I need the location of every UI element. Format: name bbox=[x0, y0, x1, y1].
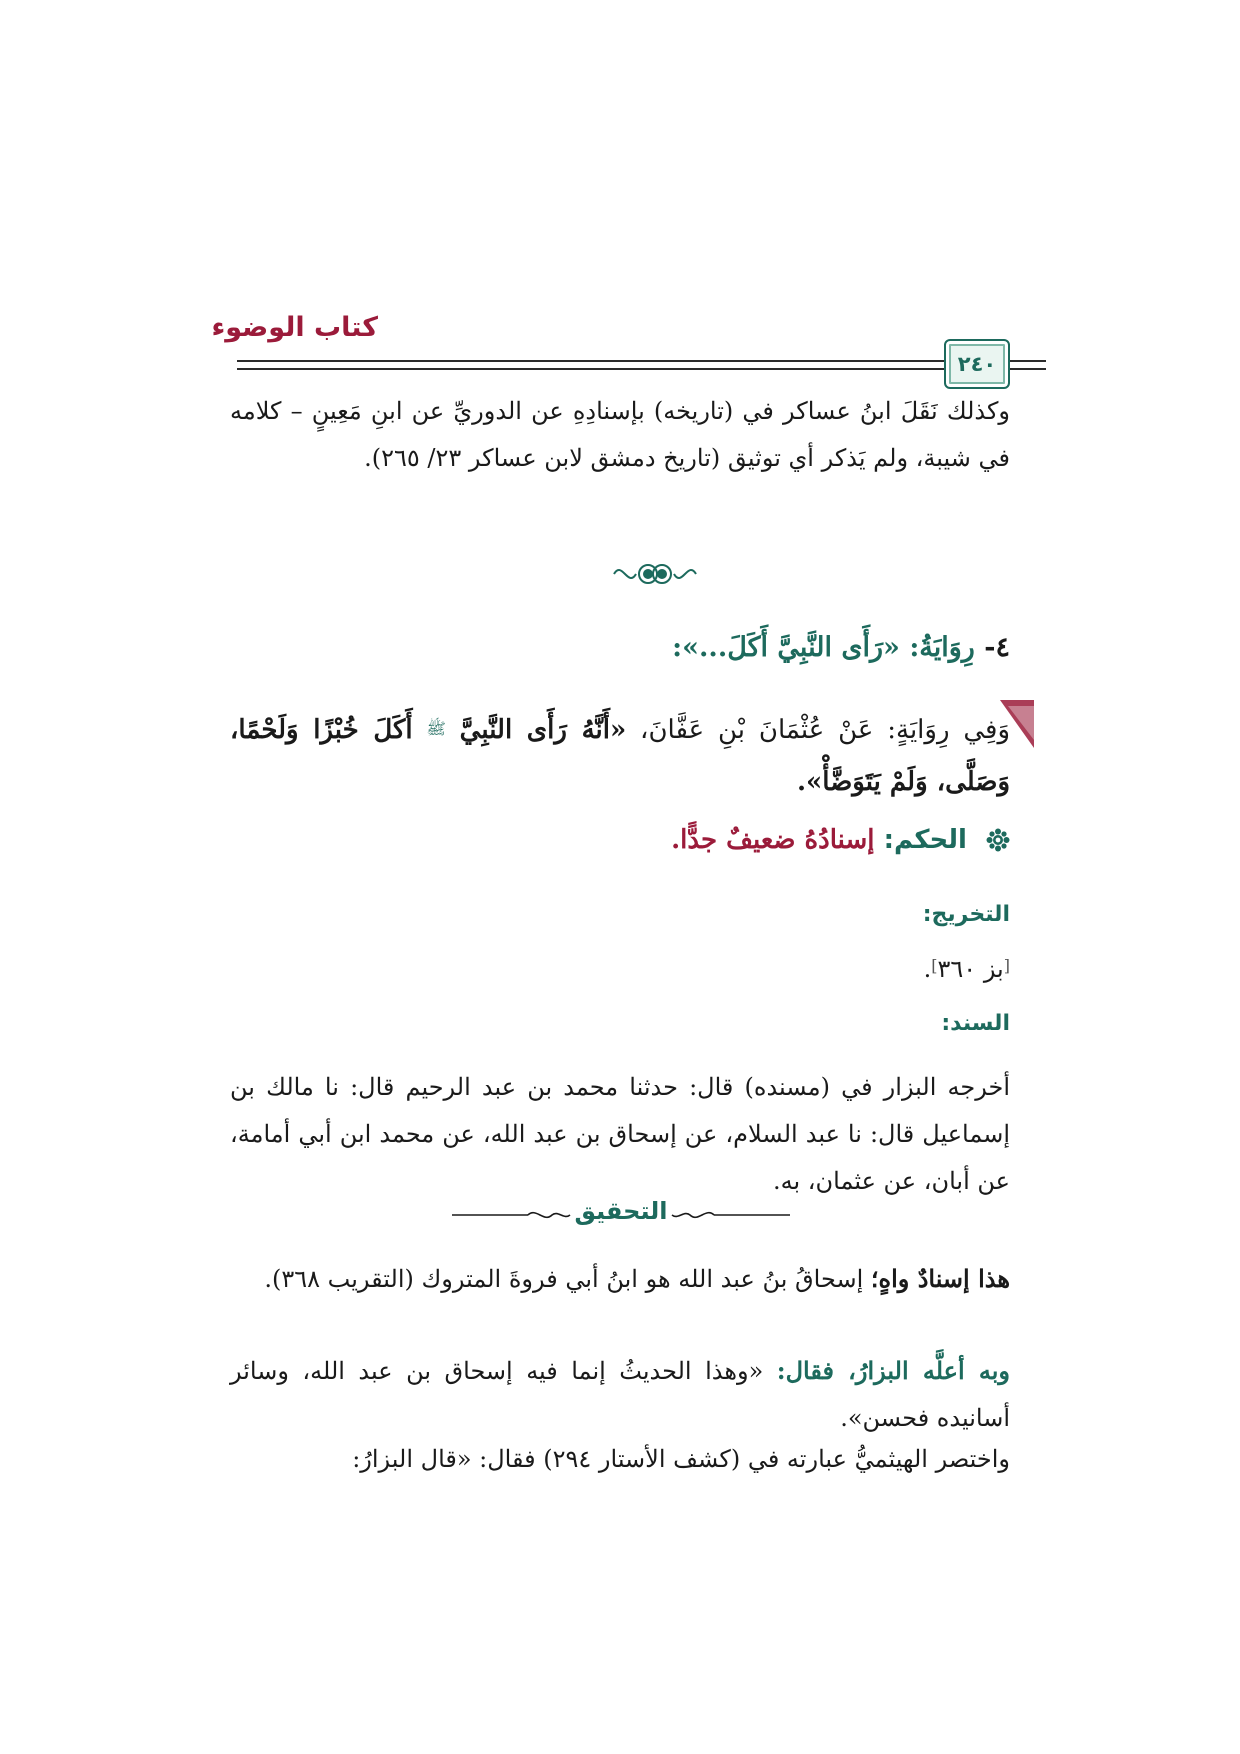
tahqiq-paragraph bbox=[230, 1347, 1010, 1442]
page-number-frame bbox=[944, 339, 1010, 389]
intro-paragraph: وكذلك نَقَلَ ابنُ عساكر في (تاريخه) بإسنادِهِ عن الدوريِّ عن ابنِ مَعِينٍ – كلامه في شيبة، ولم يَذكر أي توثيق (تاريخ دمشق لابن عساكر ٢٣/ ٢٦٥). bbox=[230, 397, 1010, 472]
takhrij-ref-text: بز ٣٦٠ bbox=[937, 955, 1004, 983]
sanad-paragraph: أخرجه البزار في (مسنده) قال: حدثنا محمد بن عبد الرحيم قال: نا مالك بن إسماعيل قال: نا عبد السلام، عن إسحاق بن عبد الله، عن محمد ابن أبي أمامة، عن أبان، عن عثمان، به. bbox=[230, 1073, 1010, 1195]
section-number: ٤- bbox=[984, 632, 1010, 663]
tahqiq-paragraph bbox=[230, 1255, 1010, 1303]
tahqiq-p1-bold: هذا إسنادٌ واهٍ؛ bbox=[870, 1264, 1010, 1293]
rosette-icon bbox=[986, 828, 1010, 852]
header-rule bbox=[237, 360, 1005, 362]
header-rule bbox=[1010, 368, 1046, 370]
hadith-matn-part2: أَكَلَ خُبْزًا وَلَحْمًا، وَصَلَّى، وَلَمْ يَتَوَضَّأْ bbox=[230, 715, 1010, 797]
book-title: كتاب الوضوء bbox=[211, 312, 378, 343]
ruling-label: الحكم: bbox=[883, 825, 967, 855]
tahqiq-p2-bold: وبه أعلَّه البزارُ، فقال: bbox=[776, 1356, 1010, 1385]
tahqiq-paragraph: واختصر الهيثميُّ عبارته في (كشف الأستار ٢٩٤) فقال: «قال البزارُ: bbox=[352, 1445, 1010, 1473]
tahqiq-title: التحقيق bbox=[574, 1197, 668, 1225]
hadith-text bbox=[230, 703, 1010, 808]
takhrij-label: التخريج: bbox=[922, 902, 1010, 927]
tahqiq-p1-text: إسحاقُ بنُ عبد الله هو ابنُ أبي فروةَ المتروك (التقريب ٣٦٨). bbox=[264, 1265, 871, 1293]
tahqiq-p2-text: «وهذا الحديثُ إنما فيه إسحاق بن عبد الله، وسائر أسانيده فحسن». bbox=[230, 1357, 1010, 1432]
section-label: رِوَايَةُ: bbox=[909, 632, 975, 663]
hadith-intro: وَفِي رِوَايَةٍ: عَنْ عُثْمَانَ بْنِ عَفَّانَ، bbox=[626, 715, 1011, 745]
salla-glyph: ﷺ bbox=[426, 719, 446, 738]
section-heading bbox=[230, 632, 1010, 663]
hadith-matn-part1: «أَنَّهُ رَأَى النَّبِيَّ bbox=[459, 715, 627, 745]
header-rule bbox=[1010, 360, 1046, 362]
section-quote: «رَأَى النَّبِيَّ أَكَلَ...»: bbox=[672, 632, 900, 663]
sanad-label: السند: bbox=[941, 1011, 1010, 1036]
ruling-line bbox=[230, 825, 1010, 855]
floral-ornament-icon bbox=[610, 554, 700, 594]
page-number: ٢٤٠ bbox=[957, 352, 997, 376]
ruling-value: إسنادُهُ ضعيفٌ جدًّا. bbox=[671, 825, 875, 855]
hadith-closing: ». bbox=[796, 767, 823, 797]
header-rule bbox=[237, 368, 1005, 370]
takhrij-reference: [بز ٣٦٠]. bbox=[923, 955, 1010, 983]
